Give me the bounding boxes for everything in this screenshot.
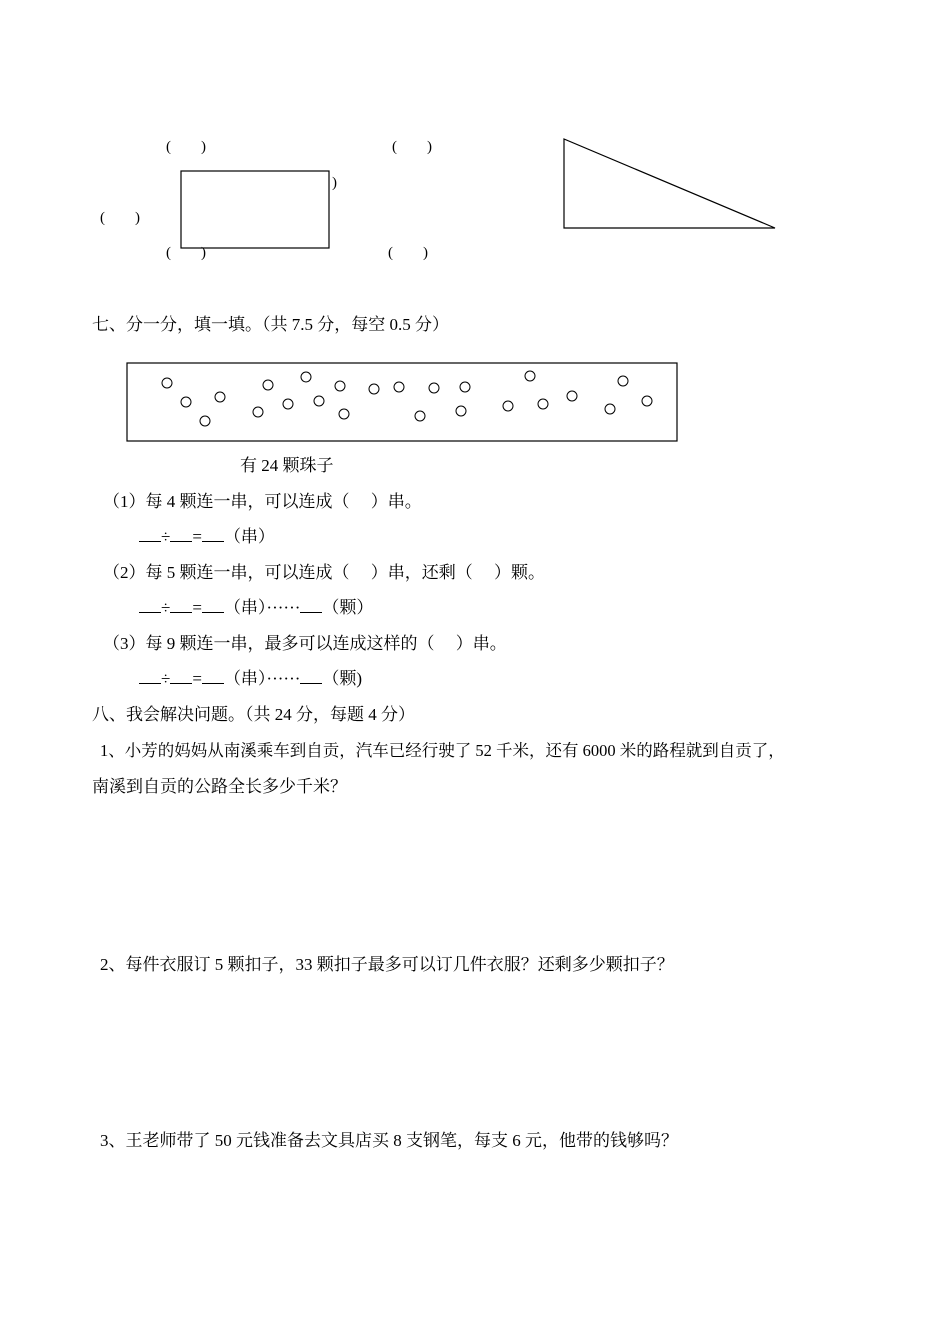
bead <box>263 380 273 390</box>
q2-text: （2）每 5 颗连一串，可以连成（ ）串，还剩（ ）颗。 <box>103 563 545 582</box>
bead <box>618 376 628 386</box>
bead <box>567 391 577 401</box>
bead-box <box>127 363 677 441</box>
section8-heading: 八、我会解决问题。（共 24 分，每题 4 分） <box>92 705 415 724</box>
q1-equation: ÷ = （串） <box>139 527 275 547</box>
answer-paren-rect-left[interactable]: ( ) <box>100 210 140 226</box>
bead <box>429 383 439 393</box>
section7-heading: 七、分一分，填一填。（共 7.5 分，每空 0.5 分） <box>92 315 449 334</box>
bead <box>394 382 404 392</box>
problem1-line1: 1、小芳的妈妈从南溪乘车到自贡，汽车已经行驶了 52 千米，还有 6000 米的路程就到自贡了， <box>100 741 785 760</box>
bead <box>253 407 263 417</box>
answer-paren-rect-bottom[interactable]: ( ) <box>166 245 206 261</box>
bead <box>525 371 535 381</box>
answer-blank[interactable] <box>139 598 161 613</box>
bead <box>339 409 349 419</box>
bead <box>538 399 548 409</box>
bead-group <box>162 371 652 426</box>
bead <box>200 416 210 426</box>
bead <box>605 404 615 414</box>
rectangle-shape <box>181 171 329 248</box>
bead <box>369 384 379 394</box>
answer-blank[interactable] <box>139 669 161 684</box>
bead <box>215 392 225 402</box>
bead <box>456 406 466 416</box>
figures-canvas <box>0 0 950 460</box>
triangle-shape <box>564 139 775 228</box>
answer-blank[interactable] <box>139 527 161 542</box>
bead <box>314 396 324 406</box>
bead <box>162 378 172 388</box>
bead-caption: 有 24 颗珠子 <box>240 456 334 475</box>
answer-blank[interactable] <box>300 598 322 613</box>
bead <box>301 372 311 382</box>
answer-paren-rect-top[interactable]: ( ) <box>166 139 206 155</box>
answer-blank[interactable] <box>170 527 192 542</box>
answer-paren-bottom-middle[interactable]: ( ) <box>388 245 428 261</box>
bead <box>415 411 425 421</box>
q3-text: （3）每 9 颗连一串，最多可以连成这样的（ ）串。 <box>103 634 507 653</box>
bead <box>181 397 191 407</box>
answer-blank[interactable] <box>202 527 224 542</box>
bead <box>460 382 470 392</box>
answer-paren-top-middle[interactable]: ( ) <box>392 139 432 155</box>
answer-blank[interactable] <box>170 669 192 684</box>
problem2-text: 2、每件衣服订 5 颗扣子，33 颗扣子最多可以订几件衣服？还剩多少颗扣子？ <box>100 955 674 974</box>
answer-blank[interactable] <box>202 598 224 613</box>
answer-blank[interactable] <box>300 669 322 684</box>
bead <box>503 401 513 411</box>
q2-equation: ÷ = （串）······ （颗） <box>139 598 373 618</box>
answer-paren-rect-right[interactable]: ) <box>332 175 337 191</box>
bead <box>283 399 293 409</box>
problem3-text: 3、王老师带了 50 元钱准备去文具店买 8 支钢笔，每支 6 元，他带的钱够吗？ <box>100 1131 678 1150</box>
q1-text: （1）每 4 颗连一串，可以连成（ ）串。 <box>103 492 422 511</box>
bead <box>335 381 345 391</box>
answer-blank[interactable] <box>202 669 224 684</box>
answer-blank[interactable] <box>170 598 192 613</box>
bead <box>642 396 652 406</box>
problem1-line2: 南溪到自贡的公路全长多少千米？ <box>92 777 347 796</box>
q3-equation: ÷ = （串）······ （颗) <box>139 669 362 689</box>
